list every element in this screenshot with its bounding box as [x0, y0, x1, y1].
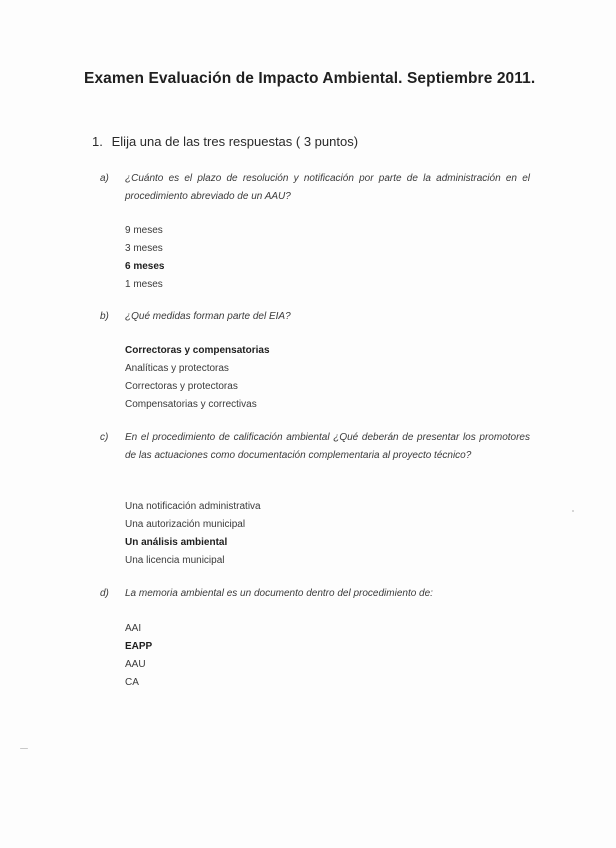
- options-b: [125, 342, 270, 414]
- subquestion-text: En el procedimiento de calificación ambiental ¿Qué deberán de presentar los promotores de las actuaciones como documentación complementaria al proyecto técnico?: [125, 432, 530, 461]
- option-d-4: CA: [125, 677, 139, 688]
- option-c-1: Una notificación administrativa: [125, 501, 261, 512]
- subquestion-letter: c): [100, 432, 109, 443]
- option-b-1-correct: Correctoras y compensatorias: [125, 345, 270, 356]
- option-b-4: Compensatorias y correctivas: [125, 399, 257, 410]
- subquestion-letter: a): [100, 173, 109, 184]
- options-c: [125, 498, 261, 570]
- subquestion-text: ¿Cuánto es el plazo de resolución y notificación por parte de la administración en el procedimiento abreviado de un AAU?: [125, 173, 530, 202]
- option-a-3-correct: 6 meses: [125, 261, 165, 272]
- options-a: [125, 222, 164, 294]
- option-b-3: Correctoras y protectoras: [125, 381, 238, 392]
- option-d-1: AAI: [125, 623, 142, 634]
- question-1-text: Elija una de las tres respuestas ( 3 puntos): [111, 134, 359, 149]
- subquestion-b: [100, 308, 530, 326]
- subquestion-letter: d): [100, 588, 109, 599]
- subquestion-text: La memoria ambiental es un documento dentro del procedimiento de:: [125, 588, 433, 599]
- scan-speck: [20, 748, 28, 749]
- subquestion-text: ¿Qué medidas forman parte del EIA?: [125, 311, 291, 322]
- scan-speck: [572, 510, 574, 512]
- question-1-number: 1.: [92, 134, 103, 149]
- option-c-2: Una autorización municipal: [125, 519, 246, 530]
- subquestion-letter: b): [100, 311, 109, 322]
- question-1: [92, 134, 358, 149]
- option-a-4: 1 meses: [125, 279, 163, 290]
- option-d-3: AAU: [125, 659, 146, 670]
- option-a-1: 9 meses: [125, 225, 163, 236]
- option-d-2-correct: EAPP: [125, 641, 153, 652]
- option-a-2: 3 meses: [125, 243, 163, 254]
- subquestion-a: [100, 170, 530, 206]
- option-b-2: Analíticas y protectoras: [125, 363, 229, 374]
- subquestion-d: [100, 585, 530, 603]
- option-c-3-correct: Un análisis ambiental: [125, 537, 228, 548]
- option-c-4: Una licencia municipal: [125, 555, 225, 566]
- page-title: Examen Evaluación de Impacto Ambiental. Septiembre 2011.: [84, 70, 536, 87]
- options-d: [125, 620, 152, 692]
- subquestion-c: [100, 429, 530, 465]
